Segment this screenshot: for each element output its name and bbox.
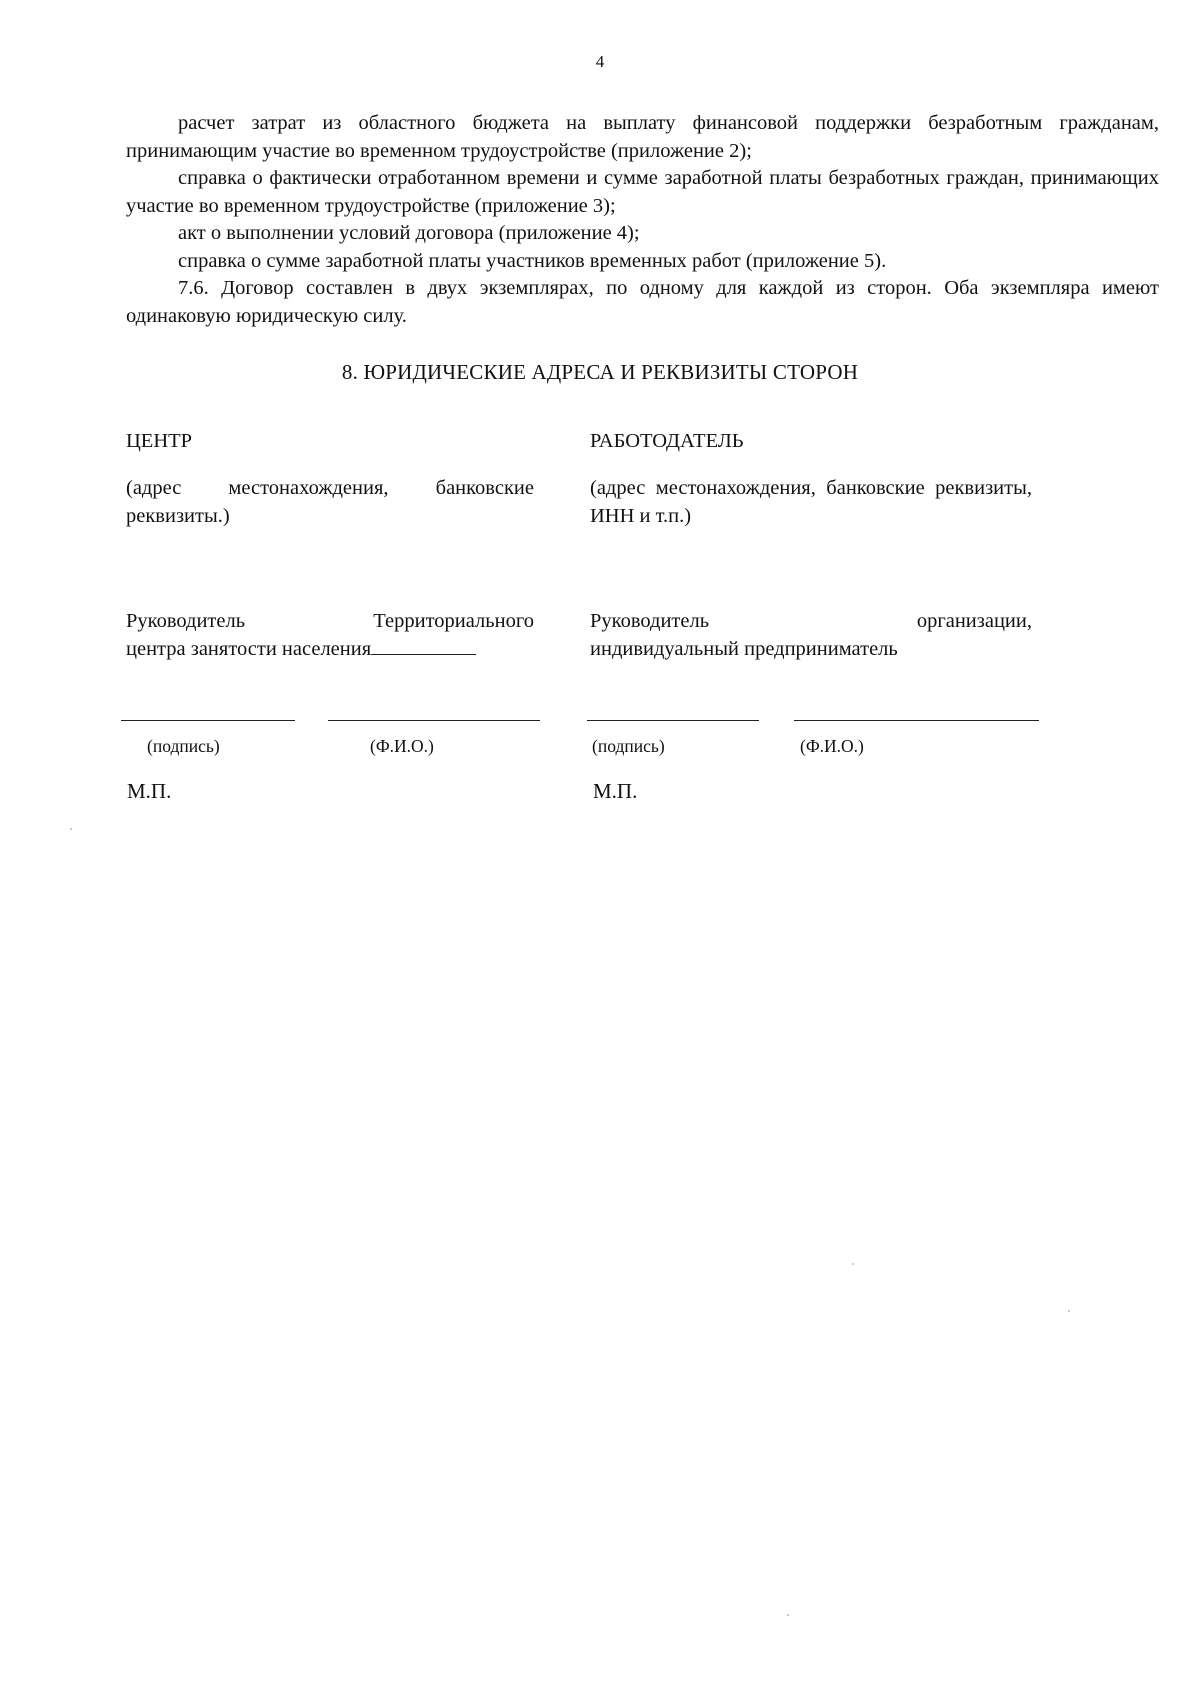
left-head-blank-field[interactable] bbox=[371, 636, 476, 655]
body-text bbox=[126, 110, 1159, 330]
paragraph-completion-act: акт о выполнении условий договора (приложение 4); bbox=[178, 222, 640, 244]
right-head-word2: организации, bbox=[916, 610, 1032, 632]
paragraph-salary-certificate: справка о сумме заработной платы участников временных работ (приложение 5). bbox=[178, 249, 887, 272]
scan-speck bbox=[852, 1263, 854, 1265]
left-head-line2-text: центра занятости населения bbox=[126, 637, 372, 660]
right-party-address: (адрес местонахождения, банковские реквизиты, ИНН и т.п.) bbox=[590, 477, 1032, 527]
left-party-title: ЦЕНТР bbox=[126, 430, 193, 452]
paragraph-time-worked-certificate: справка о фактически отработанном времени и сумме заработной платы безработных граждан, принимающих участие во временном трудоустройстве (приложение 3); bbox=[126, 167, 1159, 217]
left-party-head-line2 bbox=[126, 636, 534, 664]
scan-speck bbox=[787, 1614, 789, 1616]
right-stamp-place: М.П. bbox=[593, 779, 638, 803]
right-signature-line[interactable] bbox=[587, 720, 759, 721]
left-party-address: (адрес местонахождения, банковские реквизиты.) bbox=[126, 477, 534, 527]
left-signature-line[interactable] bbox=[121, 720, 295, 721]
left-name-line[interactable] bbox=[328, 720, 540, 721]
section-title: 8. ЮРИДИЧЕСКИЕ АДРЕСА И РЕКВИЗИТЫ СТОРОН bbox=[341, 360, 859, 384]
paragraph-copies-clause: 7.6. Договор составлен в двух экземплярах, по одному для каждой из сторон. Оба экземпляра имеют одинаковую юридическую силу. bbox=[126, 277, 1159, 327]
left-party-head bbox=[126, 608, 534, 663]
left-head-word2: Территориального bbox=[373, 610, 534, 632]
right-party-head bbox=[590, 608, 1032, 663]
left-stamp-place: М.П. bbox=[127, 779, 172, 803]
right-head-line2-text: индивидуальный предприниматель bbox=[590, 637, 898, 660]
paragraph-budget-calculation: расчет затрат из областного бюджета на выплату финансовой поддержки безработным гражданам, принимающим участие во временном трудоустройстве (приложение 2); bbox=[126, 112, 1159, 162]
right-party-title: РАБОТОДАТЕЛЬ bbox=[590, 430, 744, 452]
right-signature-caption: (подпись) bbox=[592, 736, 665, 756]
left-signature-caption: (подпись) bbox=[147, 736, 220, 756]
right-head-word1: Руководитель bbox=[590, 610, 710, 632]
left-head-word1: Руководитель bbox=[126, 610, 246, 632]
right-party-head-line1 bbox=[590, 608, 1032, 636]
right-name-line[interactable] bbox=[794, 720, 1039, 721]
left-name-caption: (Ф.И.О.) bbox=[370, 736, 434, 756]
scan-speck bbox=[70, 828, 72, 830]
right-name-caption: (Ф.И.О.) bbox=[800, 736, 864, 756]
page-number: 4 bbox=[595, 52, 605, 71]
scan-speck bbox=[1068, 1310, 1070, 1312]
left-party-head-line1 bbox=[126, 608, 534, 636]
